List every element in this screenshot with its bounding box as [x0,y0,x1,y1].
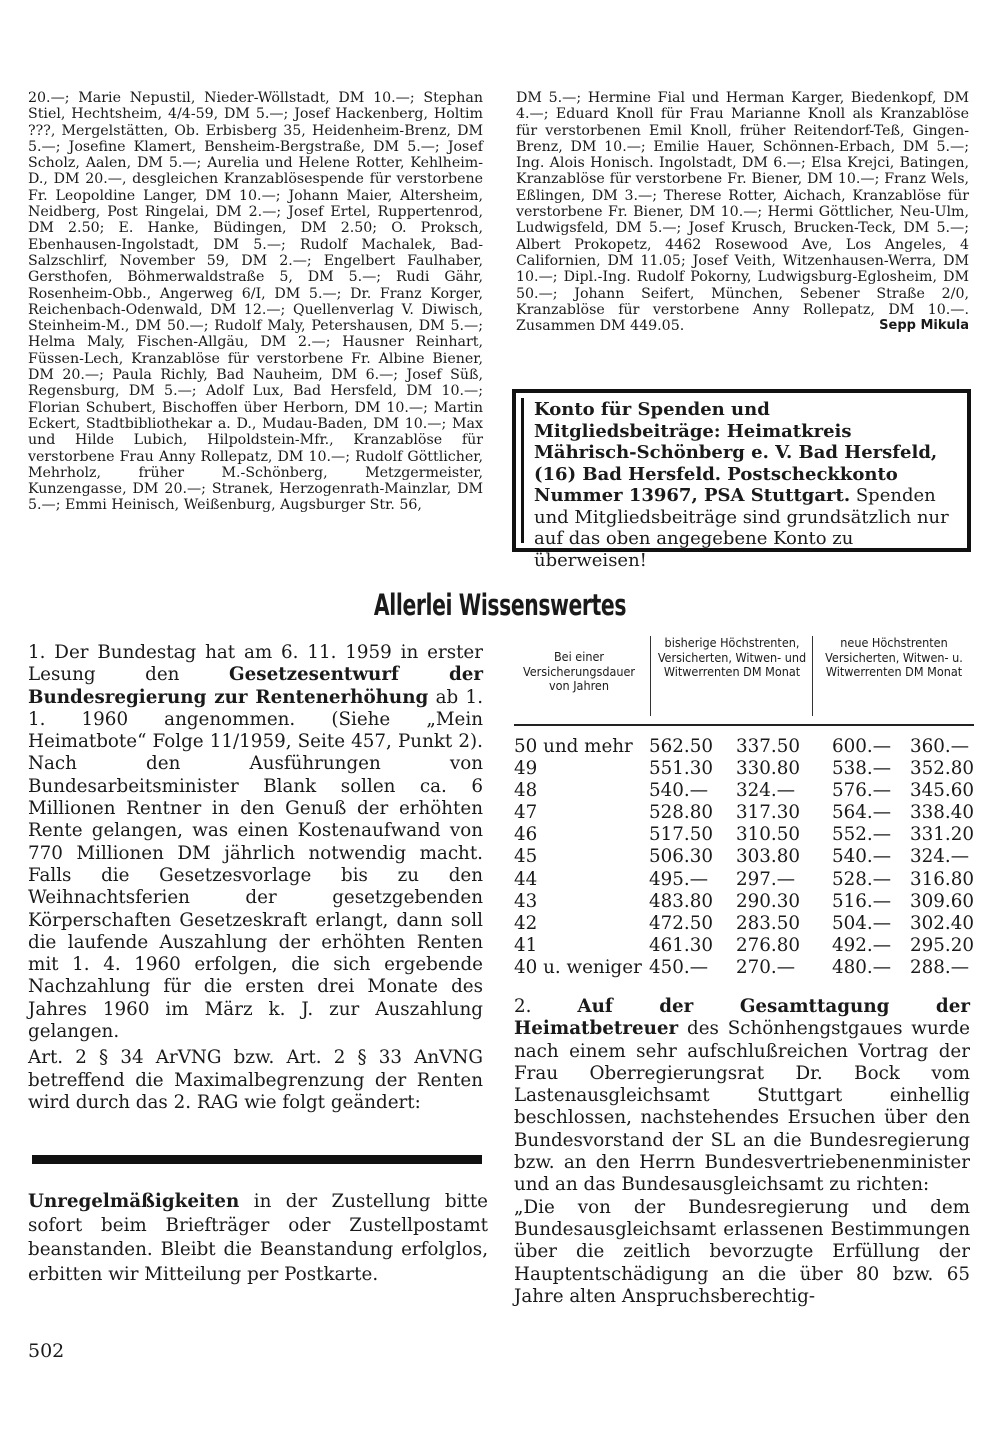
text-run-bold: Gesetzesentwurf der Bundesregierung zur Rentenerhöhung [28,664,484,708]
cell: 540.— [832,846,891,868]
cell: 472.50 [649,912,713,934]
cell: 517.50 [649,824,713,846]
account-box [512,389,971,571]
article-section-2 [514,996,970,1308]
cell: 528.— [832,868,891,890]
table-row [514,846,974,868]
cell: 483.80 [649,890,713,912]
cell: 540.— [649,780,708,802]
cell: 337.50 [736,736,800,757]
cell: 50 und mehr [514,736,633,757]
cell: 480.— [832,956,891,978]
signature: Sepp Mikula [879,318,969,334]
cell: 600.— [832,736,891,757]
cell: 270.— [736,956,795,978]
cell: 46 [514,824,538,846]
cell: 345.60 [910,780,974,802]
table-header-old-pensions: bisherige Höchstrenten, Versicherten, Witwen- und Witwerrenten DM Monat [657,635,807,680]
table-row [514,935,974,957]
cell: 352.80 [910,758,974,780]
table-header-divider [650,636,651,716]
cell: 316.80 [910,868,974,890]
cell: 49 [514,758,538,780]
cell: 492.— [832,934,891,956]
table-header-new-pensions: neue Höchstrenten Versicherten, Witwen- u. Witwerrenten DM Monat [825,635,963,680]
cell: 297.— [736,868,795,890]
cell: 44 [514,868,538,890]
cell: 330.80 [736,758,800,780]
cell: 47 [514,802,538,824]
notice-bold: Unregelmäßigkeiten [28,1191,240,1212]
pension-table-header [514,636,974,718]
cell: 310.50 [736,824,800,846]
table-row [514,802,974,824]
section-2-paragraph-1 [514,996,970,1197]
cell: 317.30 [736,802,800,824]
table-rule [514,724,974,726]
cell: 43 [514,890,538,912]
cell: 45 [514,846,538,868]
account-box-inner-line [521,398,524,543]
cell: 324.— [910,846,969,868]
text-run: 1. Der Bundestag hat am 6. 11. 1959 in erster Lesung den [28,642,483,686]
table-row [514,758,974,780]
cell: 290.30 [736,890,800,912]
cell: 40 u. weniger [514,956,642,978]
table-row [514,780,974,802]
donor-list-column-2 [516,90,969,334]
cell: 461.30 [649,934,713,956]
cell: 41 [514,934,538,956]
cell: 48 [514,780,538,802]
cell: 302.40 [910,912,974,934]
table-row [514,957,974,979]
account-box-bold-text: Konto für Spenden und Mitgliedsbeiträge: Heimatkreis Mährisch-Schönberg e. V. Bad Hersfeld, (16) Bad Hersfeld. Postscheckkonto Nummer 13967, PSA Stuttgart. [534,399,938,506]
donor-list-text: DM 5.—; Hermine Fial und Herman Karger, Biedenkopf, DM 4.—; Eduard Knoll für Frau Marianne Knoll als Kranzablöse für verstorbenen Emil Knoll, früher Reitendorf-Teß, Gingen-Brenz, DM 10.—; Emilie Hauer, Schönnen-Erbach, DM 5.—; Ing. Alois Honisch. Ingolstadt, DM 6.—; Elsa Krejci, Batingen, Kranzablöse für verstorbene Fr. Biener, DM 10.—; Franz Wels, Eßlingen, DM 3.—; Therese Rotter, Aichach, Kranzablöse für verstorbene Fr. Biener, DM 10.—; Hermi Göttlicher, Neu-Ulm, Ludwigsfeld, DM 5.—; Josef Krusch, Brucken-Teck, DM 5.—; Albert Prokopetz, 4462 Rosewood Ave, Los Angeles, 4 Californien, DM 11.05; Josef Veith, Witzenhausen-Werra, DM 10.—; Dipl.-Ing. Rudolf Pokorny, Ludwigsburg-Eglosheim, DM 50.—; Johann Seifert, München, Sebener Straße 2/0, Kranzablöse für verstorbene Anny Rollepatz, DM 10.—. Zusammen DM 449.05. [516,90,969,335]
table-header-years: Bei einer Versicherungsdauer von Jahren [522,649,636,694]
cell: 42 [514,912,538,934]
separator-rule [32,1155,482,1164]
cell: 495.— [649,868,708,890]
pension-table-body [514,736,974,979]
cell: 324.— [736,780,795,802]
cell: 552.— [832,824,891,846]
cell: 309.60 [910,890,974,912]
article-section-1 [28,642,483,1114]
table-row [514,824,974,846]
table-row [514,736,974,758]
cell: 551.30 [649,758,713,780]
account-box-note: Spenden und Mitgliedsbeiträge sind grundsätzlich nur auf das oben angegebene Konto zu überweisen! [534,485,949,571]
table-row [514,869,974,891]
cell: 576.— [832,780,891,802]
cell: 283.50 [736,912,800,934]
cell: 303.80 [736,846,800,868]
text-run-bold: Auf der Gesamttagung der Heimatbetreuer [514,996,970,1040]
section-1-paragraph-1 [28,642,483,1043]
cell: 528.80 [649,802,713,824]
section-1-paragraph-2: Art. 2 § 34 ArVNG bzw. Art. 2 § 33 AnVNG betreffend die Maximalbegrenzung der Renten wird durch das 2. RAG wie folgt geändert: [28,1047,483,1113]
table-row [514,913,974,935]
cell: 506.30 [649,846,713,868]
section-2-quote: „Die von der Bundesregierung und dem Bundesausgleichsamt erlassenen Bestimmungen über die zeitlich bevorzugte Erfüllung der Hauptentschädigung an die über 80 bzw. 65 Jahre alten Anspruchsberechtig- [514,1196,970,1307]
table-row [514,891,974,913]
cell: 338.40 [910,802,974,824]
cell: 276.80 [736,934,800,956]
text-run: ab 1. 1. 1960 angenommen. (Siehe „Mein Heimatbote“ Folge 11/1959, Seite 457, Punkt 2). Nach den Ausführungen von Bundesarbeitsminister Blank sollen ca. 6 Millionen Rentner in den Genuß der erhöhten Rente gelangen, was einen Kostenaufwand von 770 Millionen DM jährlich notwendig macht. Falls die Gesetzesvorlage bis zu den Weihnachtsferien der gesetzgebenden Körperschaften Gesetzeskraft erlangt, dann soll die laufende Auszahlung der erhöhten Renten mit 1. 4. 1960 erfolgen, die sich ergebende Nachzahlung für die ersten drei Monate des Jahres 1960 im März k. J. zur Auszahlung gelangen. [28,686,484,1043]
cell: 360.— [910,736,969,757]
page-number: 502 [28,1340,65,1362]
cell: 516.— [832,890,891,912]
cell: 562.50 [649,736,713,757]
cell: 331.20 [910,824,974,846]
table-header-divider [812,636,813,716]
cell: 288.— [910,956,969,978]
cell: 295.20 [910,934,974,956]
section-headline: Allerlei Wissenswertes [373,588,627,622]
delivery-notice [28,1190,488,1287]
text-run: 2. [514,996,578,1017]
cell: 564.— [832,802,891,824]
text-run: des Schönhengstgaues wurde nach einem sehr aufschlußreichen Vortrag der Frau Oberregierungsrat Dr. Bock vom Lastenausgleichsamt Stuttgart einhellig beschlossen, nachstehendes Ersuchen über den Bundesvorstand der SL an die Bundesregierung bzw. an den Herrn Bundesvertriebenenminister und an das Bundesausgleichsamt zu richten: [514,1018,970,1196]
notice-text: in der Zustellung bitte sofort beim Briefträger oder Zustellpostamt beanstanden. Bleibt die Beanstandung erfolglos, erbitten wir Mitteilung per Postkarte. [28,1191,488,1285]
cell: 538.— [832,758,891,780]
cell: 450.— [649,956,708,978]
donor-list-column-1: 20.—; Marie Nepustil, Nieder-Wöllstadt, DM 10.—; Stephan Stiel, Hechtsheim, 4/4-59, DM 5.—; Josef Hackenberg, Holtim ???, Mergelstätten, Ob. Erbisberg 35, Heidenheim-Brenz, DM 5.—; Josefine Klamert, Bensheim-Bergstraße, DM 5.—; Josef Scholz, Aalen, DM 5.—; Aurelia und Helene Rotter, Kehlheim-D., DM 20.—, desgleichen Kranzablösespende für verstorbene Fr. Leopoldine Langer, DM 10.—; Johann Maier, Altersheim, Neidberg, Post Ringelai, DM 2.—; Josef Ertel, Ruppertenrod, DM 2.50; E. Hanke, Büdingen, DM 2.50; O. Proksch, Ebenhausen-Ingolstadt, DM 5.—; Rudolf Machalek, Bad-Salzschlirf, November 59, DM 2.—; Engelbert Faulhaber, Gersthofen, Böhmerwaldstraße 5, DM 5.—; Rudi Gähr, Rosenheim-Obb., Angerweg 6/I, DM 5.—; Dr. Franz Korger, Reichenbach-Odenwald, DM 12.—; Quellenverlag V. Diwisch, Steinheim-M., DM 50.—; Rudolf Maly, Petershausen, DM 5.—; Helma Maly, Fischen-Allgäu, DM 2.—; Hausner Reinhart, Füssen-Lech, Kranzablöse für verstorbene Fr. Albine Biener, DM 20.—; Paula Richly, Bad Nauheim, DM 6.—; Josef Süß, Regensburg, DM 5.—; Adolf Lux, Bad Hersfeld, DM 10.—; Florian Schubert, Bischoffen über Herborn, DM 10.—; Martin Eckert, Stadtbibliothekar a. D., Mudau-Baden, DM 10.—; Max und Hilde Lubich, Hilpoldstein-Mfr., Kranzablöse für verstorbene Frau Anny Rollepatz, DM 10.—; Rudolf Göttlicher, Mehrholz, früher M.-Schönberg, Metzgermeister, Kunzengasse, DM 20.—; Stranek, Herzogenrath-Mainzlar, DM 5.—; Emmi Heinisch, Weißenburg, Augsburger Str. 56, [28,90,483,514]
cell: 504.— [832,912,891,934]
